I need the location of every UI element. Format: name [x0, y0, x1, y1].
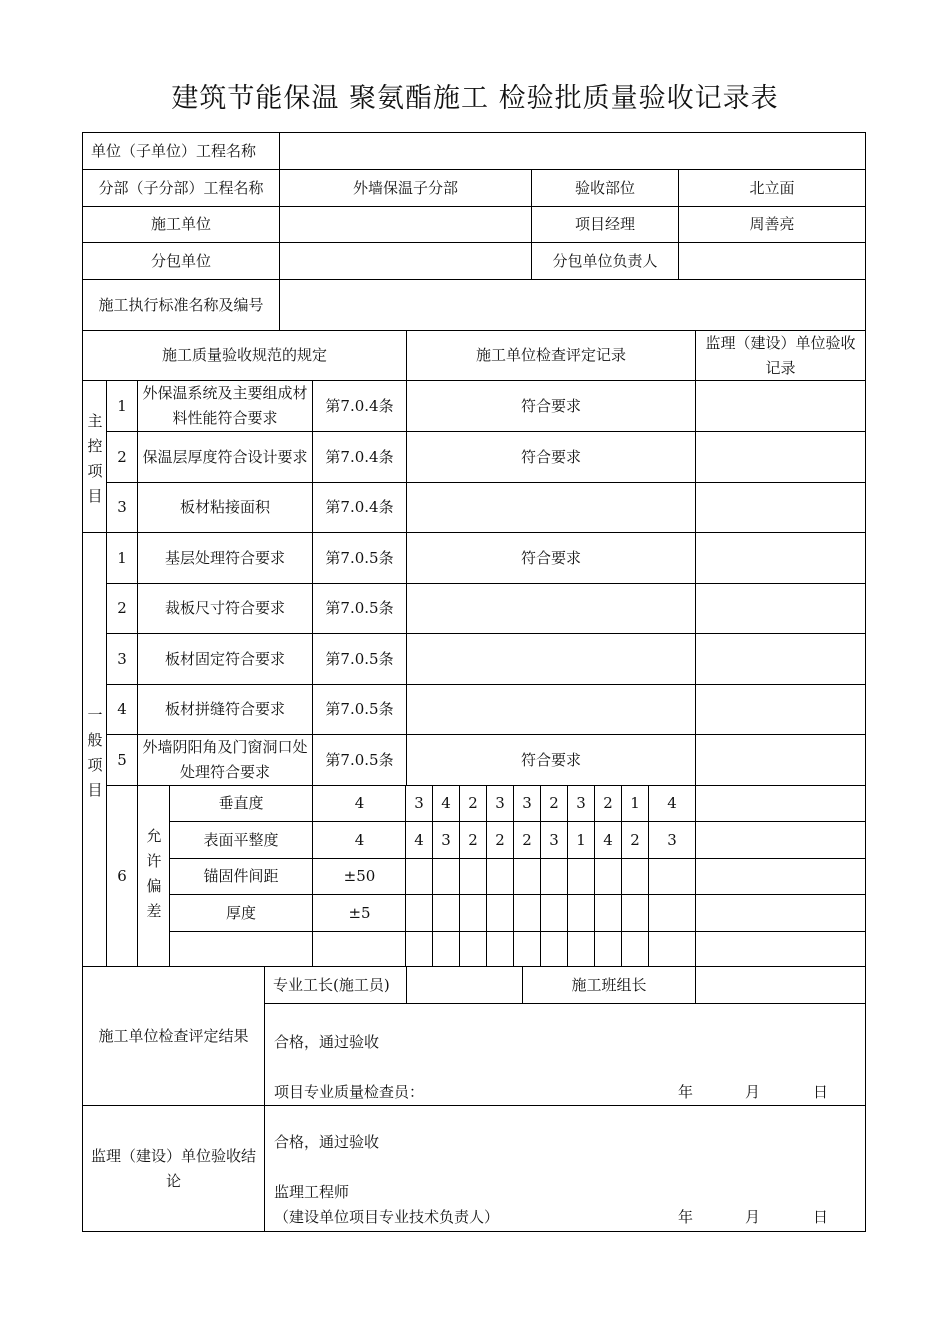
- inspection-part-label: 验收部位: [531, 169, 679, 207]
- measured-value[interactable]: 3: [405, 785, 433, 822]
- measured-value[interactable]: [648, 858, 696, 895]
- general-item-result[interactable]: [406, 583, 696, 634]
- subdivision-field[interactable]: 外墙保温子分部: [279, 169, 532, 207]
- deviation-tolerance: ±50: [312, 858, 407, 895]
- general-item-no: 3: [106, 633, 138, 685]
- deviation-supervisor[interactable]: [695, 858, 866, 895]
- standard-field[interactable]: [279, 279, 866, 331]
- general-item-result[interactable]: 符合要求: [406, 734, 696, 786]
- general-items-group: [82, 532, 107, 967]
- measured-value[interactable]: 2: [459, 785, 487, 822]
- deviation-group-label: 允许偏差: [146, 827, 162, 920]
- general-item-supervisor[interactable]: [695, 734, 866, 786]
- team-leader-label: 施工班组长: [522, 966, 696, 1004]
- supervisor-date-year: 年: [678, 1208, 694, 1226]
- contractor-date-day: 日: [813, 1083, 829, 1101]
- deviation-supervisor[interactable]: [695, 785, 866, 822]
- subcontractor-field[interactable]: [279, 242, 532, 280]
- standard-label: 施工执行标准名称及编号: [82, 279, 280, 331]
- general-item-clause: 第7.0.5条: [312, 734, 407, 786]
- measured-value[interactable]: 2: [459, 821, 487, 859]
- measured-value[interactable]: 2: [621, 821, 649, 859]
- supervising-engineer-label: 监理工程师: [274, 1183, 350, 1201]
- deviation-tolerance: 4: [312, 785, 407, 822]
- main-item-no: 1: [106, 380, 138, 432]
- subcontractor-lead-label: 分包单位负责人: [531, 242, 679, 280]
- measured-value[interactable]: 2: [513, 821, 541, 859]
- general-item-no: 1: [106, 532, 138, 584]
- general-item-clause: 第7.0.5条: [312, 583, 407, 634]
- general-item-supervisor[interactable]: [695, 684, 866, 735]
- inspection-record-table: [82, 132, 866, 1232]
- measured-value[interactable]: 2: [540, 785, 568, 822]
- inspection-part-field[interactable]: 北立面: [678, 169, 866, 207]
- deviation-item-name: [169, 931, 313, 968]
- measured-value[interactable]: 2: [486, 821, 514, 859]
- general-item-supervisor[interactable]: [695, 532, 866, 584]
- deviation-tolerance: 4: [312, 821, 407, 859]
- measured-value[interactable]: 3: [648, 821, 696, 859]
- deviation-supervisor[interactable]: [695, 821, 866, 859]
- main-item-supervisor[interactable]: [695, 482, 866, 533]
- main-item-supervisor[interactable]: [695, 431, 866, 483]
- measured-value[interactable]: [405, 931, 433, 968]
- main-item-name: 板材粘接面积: [137, 482, 313, 533]
- main-item-no: 3: [106, 482, 138, 533]
- measured-value[interactable]: [486, 858, 514, 895]
- main-item-no: 2: [106, 431, 138, 483]
- project-manager-label: 项目经理: [531, 206, 679, 243]
- deviation-supervisor[interactable]: [695, 931, 866, 968]
- main-item-name: 外保温系统及主要组成材料性能符合要求: [137, 380, 313, 432]
- measured-value[interactable]: [513, 858, 541, 895]
- measured-value[interactable]: [459, 931, 487, 968]
- contractor-conclusion: 合格，通过验收: [274, 1033, 380, 1051]
- quality-inspector-label: 项目专业质量检查员：: [274, 1083, 425, 1101]
- owner-technical-lead-label: （建设单位项目专业技术负责人）: [274, 1208, 500, 1226]
- general-items-group-label: 一般项目: [87, 706, 103, 799]
- measured-value[interactable]: 4: [405, 821, 433, 859]
- general-item-name: 基层处理符合要求: [137, 532, 313, 584]
- measured-value[interactable]: 3: [432, 821, 460, 859]
- page-title: 建筑节能保温 聚氨酯施工 检验批质量验收记录表: [171, 83, 779, 114]
- measured-value[interactable]: [540, 858, 568, 895]
- measured-value[interactable]: [648, 931, 696, 968]
- main-item-clause: 第7.0.4条: [312, 431, 407, 483]
- deviation-item-name: 表面平整度: [169, 821, 313, 859]
- main-item-clause: 第7.0.4条: [312, 380, 407, 432]
- deviation-item-no: 6: [106, 785, 138, 967]
- general-item-clause: 第7.0.5条: [312, 633, 407, 685]
- measured-value[interactable]: [594, 931, 622, 968]
- general-item-supervisor[interactable]: [695, 583, 866, 634]
- contractor-field[interactable]: [279, 206, 532, 243]
- general-item-result[interactable]: 符合要求: [406, 532, 696, 584]
- main-item-result[interactable]: 符合要求: [406, 380, 696, 432]
- foreman-label: 专业工长(施工员): [264, 966, 407, 1004]
- deviation-supervisor[interactable]: [695, 894, 866, 932]
- main-items-group-label: 主控项目: [87, 412, 103, 505]
- measured-value[interactable]: [432, 894, 460, 932]
- general-item-result[interactable]: [406, 633, 696, 685]
- general-item-supervisor[interactable]: [695, 633, 866, 685]
- general-item-clause: 第7.0.5条: [312, 532, 407, 584]
- measured-value[interactable]: 3: [513, 785, 541, 822]
- measured-value[interactable]: 2: [594, 785, 622, 822]
- general-item-name: 板材固定符合要求: [137, 633, 313, 685]
- measured-value[interactable]: [621, 894, 649, 932]
- measured-value[interactable]: [459, 894, 487, 932]
- general-item-no: 5: [106, 734, 138, 786]
- supervisor-conclusion: 合格，通过验收: [274, 1133, 380, 1151]
- measured-value[interactable]: [405, 858, 433, 895]
- measured-value[interactable]: [513, 894, 541, 932]
- measured-value[interactable]: [486, 931, 514, 968]
- measured-value[interactable]: [594, 894, 622, 932]
- supervisor-date-day: 日: [813, 1208, 829, 1226]
- measured-value[interactable]: [621, 858, 649, 895]
- measured-value[interactable]: [459, 858, 487, 895]
- deviation-tolerance: [312, 931, 407, 968]
- measured-value[interactable]: [432, 931, 460, 968]
- measured-value[interactable]: [594, 858, 622, 895]
- measured-value[interactable]: [486, 894, 514, 932]
- general-item-name: 板材拼缝符合要求: [137, 684, 313, 735]
- measured-value[interactable]: 4: [648, 785, 696, 822]
- subcontractor-label: 分包单位: [82, 242, 280, 280]
- measured-value[interactable]: [405, 894, 433, 932]
- general-item-no: 2: [106, 583, 138, 634]
- supervisor-result-label: 监理（建设）单位验收结论: [82, 1105, 265, 1232]
- measured-value[interactable]: 3: [567, 785, 595, 822]
- measured-value[interactable]: [621, 931, 649, 968]
- general-item-name: 裁板尺寸符合要求: [137, 583, 313, 634]
- general-item-name: 外墙阴阳角及门窗洞口处处理符合要求: [137, 734, 313, 786]
- team-leader-field[interactable]: [695, 966, 866, 1004]
- measured-value[interactable]: 4: [594, 821, 622, 859]
- measured-value[interactable]: 3: [486, 785, 514, 822]
- measured-value[interactable]: 3: [540, 821, 568, 859]
- measured-value[interactable]: [432, 858, 460, 895]
- contractor-date-month: 月: [745, 1083, 761, 1101]
- foreman-field[interactable]: [406, 966, 523, 1004]
- spec-column-header: 施工质量验收规范的规定: [82, 330, 407, 381]
- deviation-item-name: 厚度: [169, 894, 313, 932]
- measured-value[interactable]: [648, 894, 696, 932]
- supervisor-date-month: 月: [745, 1208, 761, 1226]
- measured-value[interactable]: 4: [432, 785, 460, 822]
- main-item-result[interactable]: 符合要求: [406, 431, 696, 483]
- deviation-item-name: 垂直度: [169, 785, 313, 822]
- contractor-date-year: 年: [678, 1083, 694, 1101]
- general-item-no: 4: [106, 684, 138, 735]
- general-item-clause: 第7.0.5条: [312, 684, 407, 735]
- main-item-supervisor[interactable]: [695, 380, 866, 432]
- measured-value[interactable]: [567, 894, 595, 932]
- main-items-group: [82, 380, 107, 533]
- deviation-tolerance: ±5: [312, 894, 407, 932]
- contractor-label: 施工单位: [82, 206, 280, 243]
- deviation-item-name: 锚固件间距: [169, 858, 313, 895]
- general-item-result[interactable]: [406, 684, 696, 735]
- measured-value[interactable]: 1: [621, 785, 649, 822]
- subdivision-label: 分部（子分部）工程名称: [82, 169, 280, 207]
- project-name-label: 单位（子单位）工程名称: [82, 132, 280, 170]
- deviation-group: [137, 785, 170, 967]
- supervisor-record-header: 监理（建设）单位验收记录: [695, 330, 866, 381]
- main-item-result[interactable]: [406, 482, 696, 533]
- measured-value[interactable]: [540, 931, 568, 968]
- measured-value[interactable]: [567, 931, 595, 968]
- measured-value[interactable]: 1: [567, 821, 595, 859]
- main-item-clause: 第7.0.4条: [312, 482, 407, 533]
- main-item-name: 保温层厚度符合设计要求: [137, 431, 313, 483]
- subcontractor-lead-field[interactable]: [678, 242, 866, 280]
- measured-value[interactable]: [513, 931, 541, 968]
- contractor-result-label: 施工单位检查评定结果: [82, 966, 265, 1106]
- project-manager-field[interactable]: 周善亮: [678, 206, 866, 243]
- measured-value[interactable]: [567, 858, 595, 895]
- contractor-record-header: 施工单位检查评定记录: [406, 330, 696, 381]
- measured-value[interactable]: [540, 894, 568, 932]
- project-name-field[interactable]: [279, 132, 866, 170]
